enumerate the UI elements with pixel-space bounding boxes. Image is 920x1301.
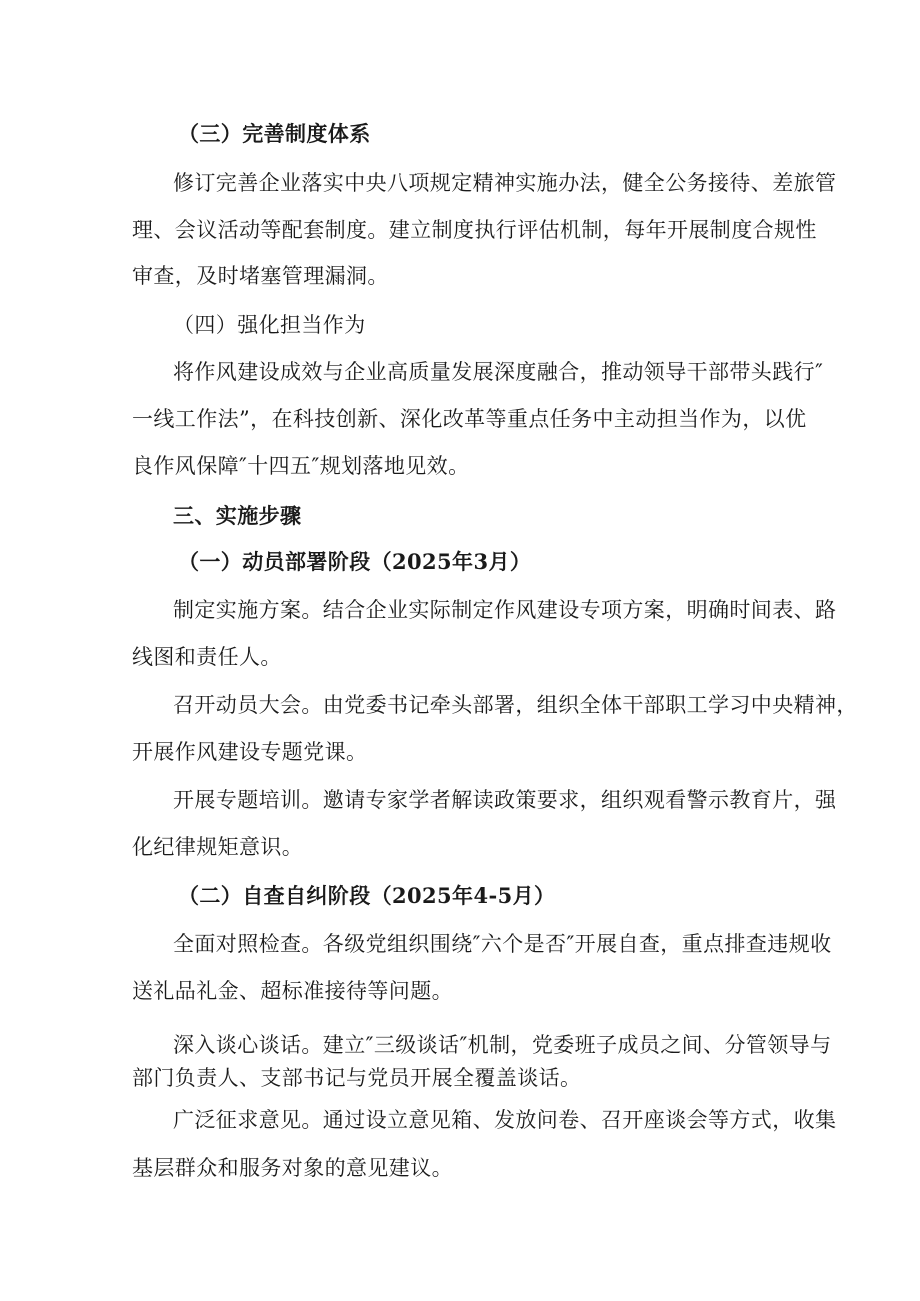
- paragraph-line: 制定实施方案。结合企业实际制定作风建设专项方案，明确时间表、路: [173, 598, 837, 622]
- paragraph-line: 开展专题培训。邀请专家学者解读政策要求，组织观看警示教育片，强: [173, 788, 837, 812]
- section-heading-4: （四）强化担当作为: [173, 313, 366, 337]
- chapter-heading-implementation-steps: 三、实施步骤: [173, 503, 302, 528]
- paragraph-line: 一线工作法”，在科技创新、深化改革等重点任务中主动担当作为，以优: [132, 407, 807, 431]
- paragraph-line: 部门负责人、支部书记与党员开展全覆盖谈话。: [132, 1066, 582, 1090]
- section-heading-3: （三）完善制度体系: [178, 121, 371, 146]
- paragraph-line: 理、会议活动等配套制度。建立制度执行评估机制，每年开展制度合规性: [132, 218, 817, 242]
- paragraph-line: 将作风建设成效与企业高质量发展深度融合，推动领导干部带头践行″: [173, 360, 824, 384]
- paragraph-line: 审查，及时堵塞管理漏洞。: [132, 264, 389, 288]
- paragraph-line: 开展作风建设专题党课。: [132, 740, 368, 764]
- paragraph-line: 送礼品礼金、超标准接待等问题。: [132, 979, 453, 1003]
- stage-heading-self-inspection: （二）自查自纠阶段（2025年4-5月）: [178, 883, 556, 908]
- paragraph-line: 修订完善企业落实中央八项规定精神实施办法，健全公务接待、差旅管: [173, 171, 837, 195]
- paragraph-line: 良作风保障″十四五″规划落地见效。: [132, 454, 470, 478]
- paragraph-line: 线图和责任人。: [132, 645, 282, 669]
- paragraph-line: 基层群众和服务对象的意见建议。: [132, 1156, 453, 1180]
- paragraph-line: 全面对照检查。各级党组织围绕″六个是否″开展自查，重点排查违规收: [173, 932, 832, 956]
- paragraph-line: 广泛征求意见。通过设立意见箱、发放问卷、召开座谈会等方式，收集: [173, 1108, 837, 1132]
- paragraph-line: 召开动员大会。由党委书记牵头部署，组织全体干部职工学习中央精神，: [173, 693, 858, 717]
- paragraph-line: 深入谈心谈话。建立″三级谈话″机制，党委班子成员之间、分管领导与: [173, 1033, 832, 1057]
- stage-heading-mobilization: （一）动员部署阶段（2025年3月）: [178, 549, 532, 574]
- paragraph-line: 化纪律规矩意识。: [132, 835, 304, 859]
